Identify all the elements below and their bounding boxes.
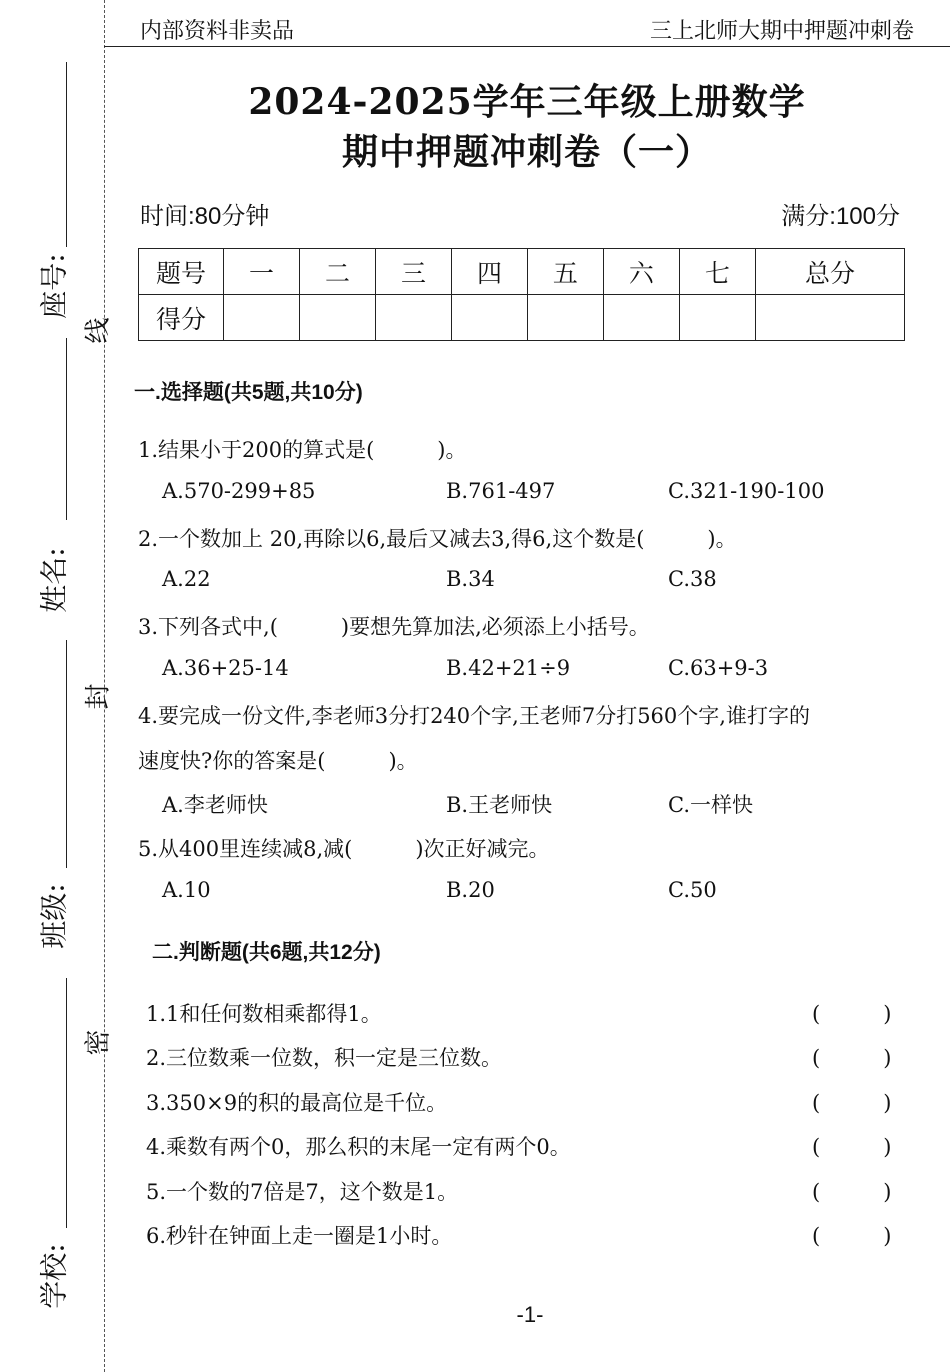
score-table-score-row <box>139 295 905 341</box>
class-label: 班级: <box>37 883 71 949</box>
choice-q2-option-b[interactable]: B.34 <box>446 567 495 591</box>
judge-question-3: 3.350×9的积的最高位是千位。 <box>146 1091 448 1115</box>
choice-question-5: 5.从400里连续减8,减( )次正好减完。 <box>138 837 550 861</box>
section2-title: 二.判断题(共6题,共12分) <box>152 941 381 964</box>
choice-q3-option-c[interactable]: C.63+9-3 <box>668 656 769 680</box>
score-header-cell: 四 <box>451 249 527 295</box>
choice-q1-option-b[interactable]: B.761-497 <box>446 479 556 503</box>
score-cell[interactable] <box>603 295 679 341</box>
section1-title: 一.选择题(共5题,共10分) <box>134 381 363 404</box>
judge-question-5: 5.一个数的7倍是7，这个数是1。 <box>146 1180 459 1204</box>
choice-q1-option-a[interactable]: A.570-299+85 <box>162 479 316 503</box>
score-cell[interactable] <box>755 295 904 341</box>
score-cell[interactable] <box>224 295 300 341</box>
choice-q5-option-c[interactable]: C.50 <box>668 878 717 902</box>
seal-char-mi: 密 <box>83 1029 114 1056</box>
choice-question-1: 1.结果小于200的算式是( )。 <box>138 438 467 462</box>
school-label: 学校: <box>37 1243 71 1309</box>
seal-char-xian: 线 <box>83 317 114 344</box>
choice-q3-option-b[interactable]: B.42+21÷9 <box>446 656 571 680</box>
score-header-cell: 五 <box>527 249 603 295</box>
choice-q2-option-c[interactable]: C.38 <box>668 567 717 591</box>
judge-answer-6[interactable]: ( ) <box>812 1224 892 1248</box>
header-left: 内部资料非卖品 <box>140 18 295 43</box>
score-header-cell: 六 <box>603 249 679 295</box>
judge-question-1: 1.1和任何数相乘都得1。 <box>146 1002 382 1026</box>
score-cell[interactable] <box>375 295 451 341</box>
choice-q4-option-a[interactable]: A.李老师快 <box>162 793 268 817</box>
name-line <box>66 338 67 520</box>
page-number: -1- <box>516 1302 544 1327</box>
title-line-1: 2024-2025学年三年级上册数学 <box>248 81 806 123</box>
choice-q5-option-b[interactable]: B.20 <box>446 878 495 902</box>
choice-q4-option-c[interactable]: C.一样快 <box>668 793 753 817</box>
score-cell[interactable] <box>299 295 375 341</box>
seal-char-feng: 封 <box>83 683 114 710</box>
title-line-2: 期中押题冲刺卷（一） <box>341 131 712 173</box>
choice-q4-option-b[interactable]: B.王老师快 <box>446 793 553 817</box>
judge-answer-5[interactable]: ( ) <box>812 1180 892 1204</box>
header-rule <box>104 46 950 47</box>
score-header-cell: 三 <box>375 249 451 295</box>
judge-answer-4[interactable]: ( ) <box>812 1135 892 1159</box>
score-cell[interactable] <box>679 295 755 341</box>
judge-question-2: 2.三位数乘一位数，积一定是三位数。 <box>146 1046 503 1070</box>
score-header-cell: 题号 <box>139 249 224 295</box>
school-line <box>66 978 67 1228</box>
choice-question-4-cont: 速度快?你的答案是( )。 <box>138 749 418 773</box>
score-table-header-row <box>139 249 905 295</box>
judge-answer-1[interactable]: ( ) <box>812 1002 892 1026</box>
name-label: 姓名: <box>37 547 71 613</box>
full-score: 满分:100分 <box>781 203 900 230</box>
choice-q3-option-a[interactable]: A.36+25-14 <box>162 656 289 680</box>
exam-time: 时间:80分钟 <box>140 203 270 230</box>
judge-question-4: 4.乘数有两个0，那么积的末尾一定有两个0。 <box>146 1135 571 1159</box>
score-header-cell: 一 <box>224 249 300 295</box>
judge-answer-2[interactable]: ( ) <box>812 1046 892 1070</box>
header-right: 三上北师大期中押题冲刺卷 <box>649 18 914 43</box>
choice-q2-option-a[interactable]: A.22 <box>162 567 211 591</box>
class-line <box>66 640 67 868</box>
choice-question-4: 4.要完成一份文件,李老师3分打240个字,王老师7分打560个字,谁打字的 <box>138 704 810 728</box>
choice-q5-option-a[interactable]: A.10 <box>162 878 211 902</box>
choice-question-3: 3.下列各式中,( )要想先算加法,必须添上小括号。 <box>138 615 650 639</box>
score-header-cell: 二 <box>299 249 375 295</box>
seat-label: 座号: <box>37 253 71 319</box>
score-row-label: 得分 <box>139 295 224 341</box>
seat-line <box>66 62 67 247</box>
score-cell[interactable] <box>527 295 603 341</box>
choice-q1-option-c[interactable]: C.321-190-100 <box>668 479 825 503</box>
score-header-cell: 总分 <box>755 249 904 295</box>
score-table <box>138 248 905 341</box>
choice-question-2: 2.一个数加上 20,再除以6,最后又减去3,得6,这个数是( )。 <box>138 527 737 551</box>
judge-answer-3[interactable]: ( ) <box>812 1091 892 1115</box>
score-header-cell: 七 <box>679 249 755 295</box>
score-cell[interactable] <box>451 295 527 341</box>
judge-question-6: 6.秒针在钟面上走一圈是1小时。 <box>146 1224 453 1248</box>
